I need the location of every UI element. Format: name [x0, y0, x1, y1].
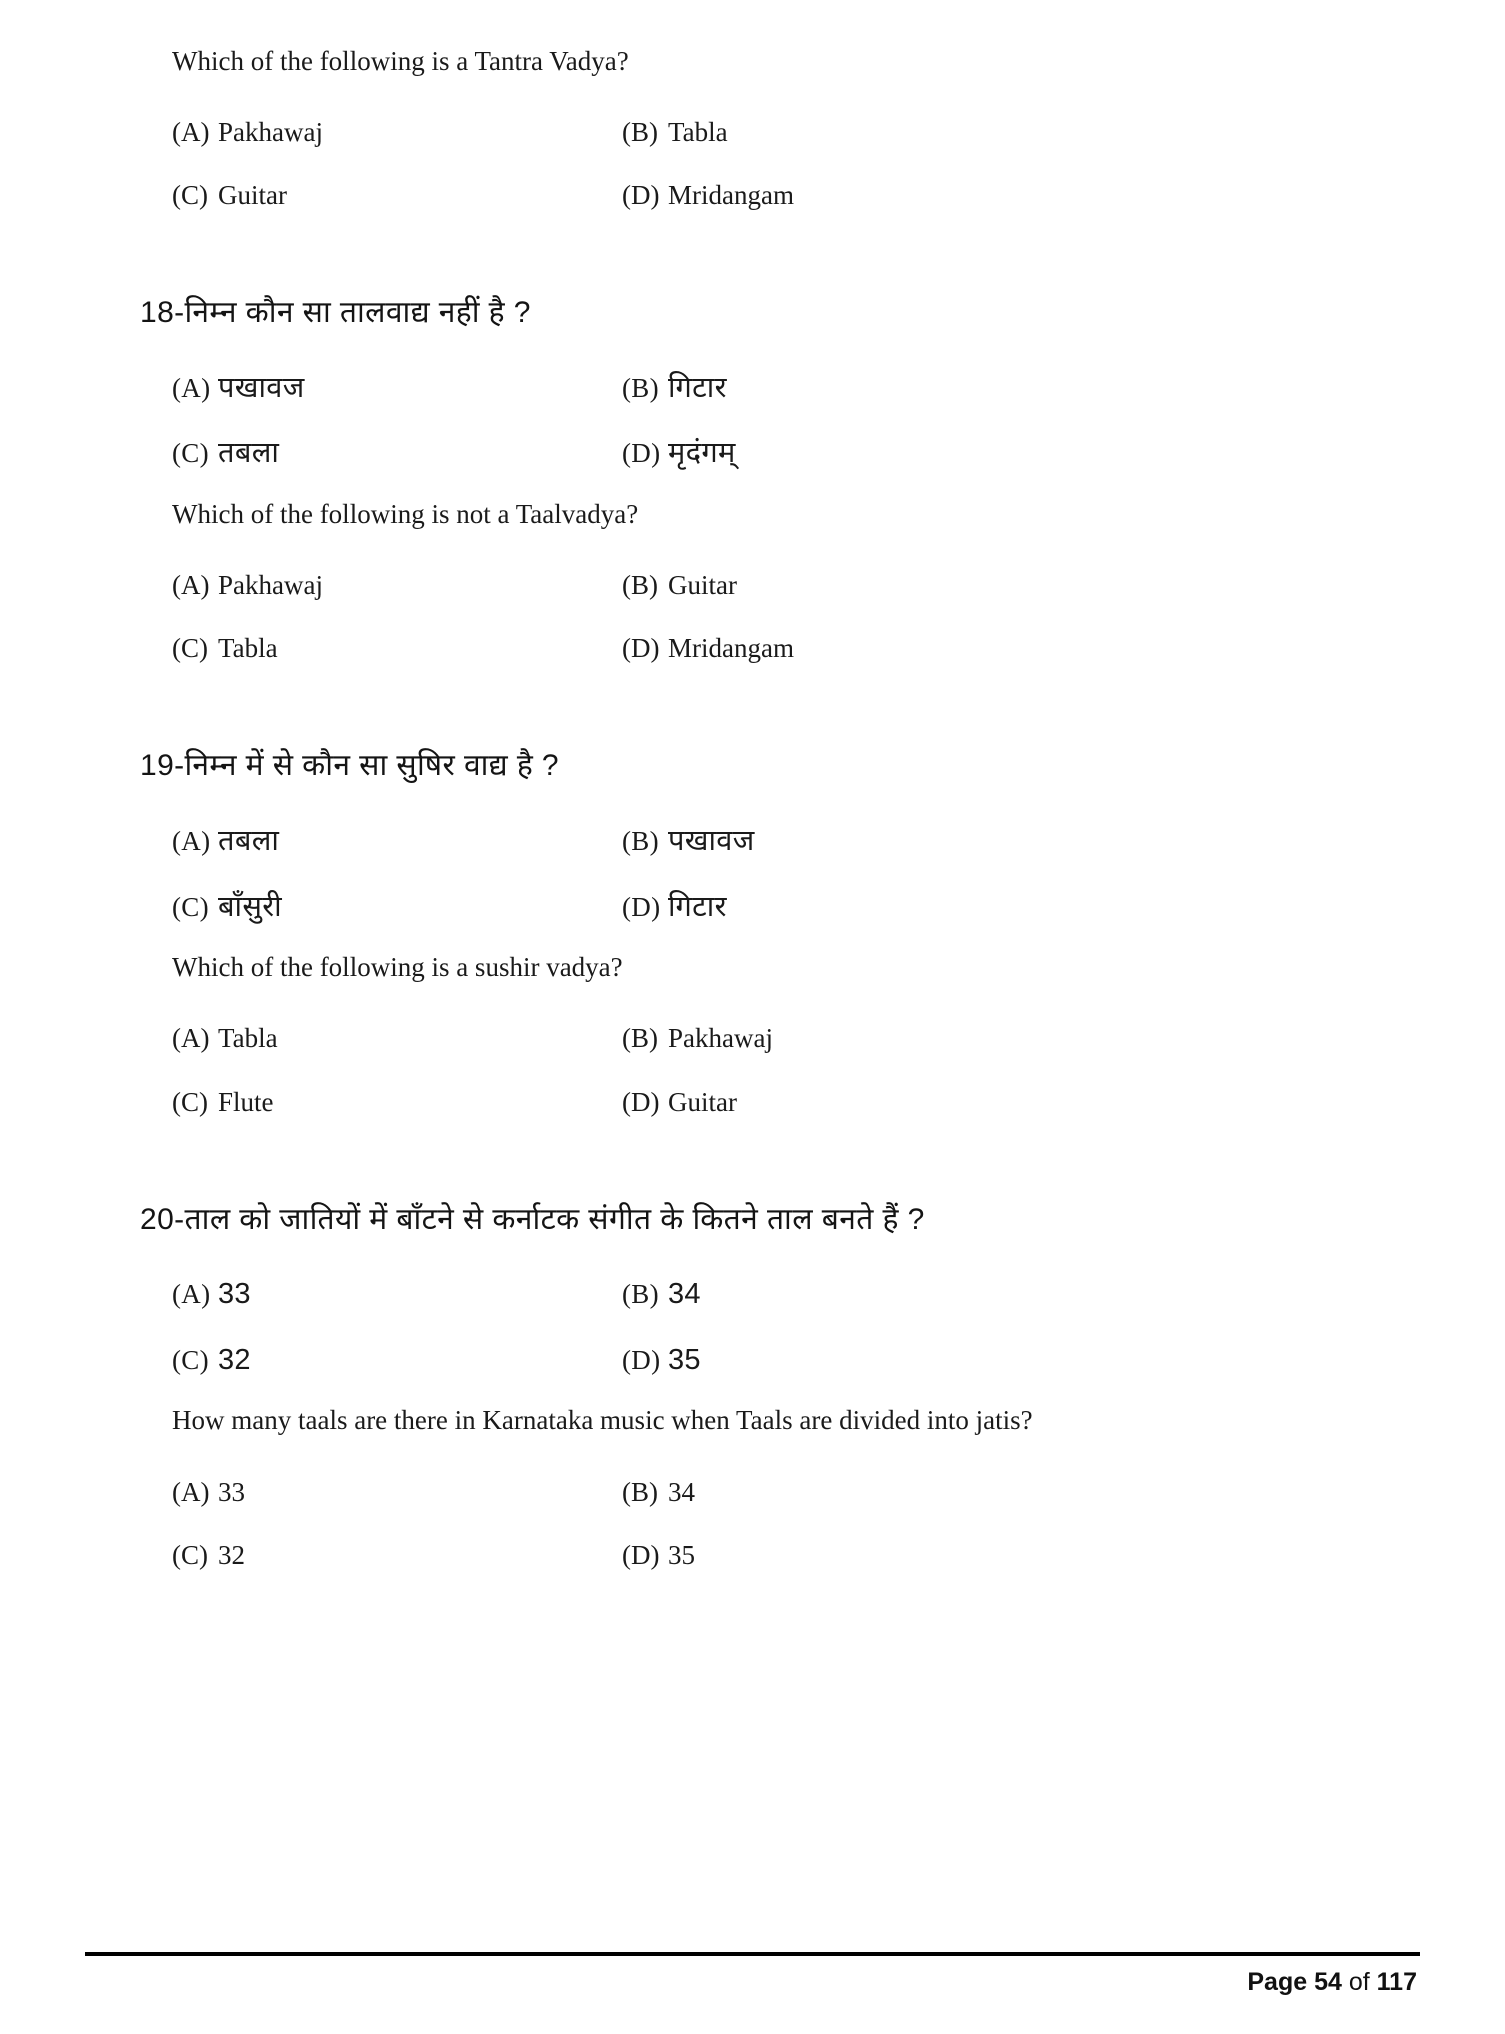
option-a-text: Pakhawaj — [218, 570, 323, 601]
question-19-hindi-text: 19-निम्न में से कौन सा सुषिर वाद्य है ? — [140, 749, 559, 783]
option-d-label: (D) — [622, 438, 661, 469]
question-partial-english-text: Which of the following is a Tantra Vadya? — [172, 46, 629, 76]
question-19-english-text: Which of the following is a sushir vadya? — [172, 952, 623, 983]
question-19-english-option-d[interactable] — [622, 1085, 1365, 1120]
option-a-label: (A) — [172, 1023, 210, 1054]
option-row — [140, 1276, 1365, 1314]
question-20-english-option-a[interactable] — [140, 1475, 622, 1510]
option-b-text: 34 — [668, 1278, 701, 1311]
option-c-text: बाँसुरी — [218, 890, 282, 923]
question-18-hindi-option-a[interactable] — [140, 370, 622, 408]
question-18-english-option-b[interactable] — [622, 568, 1365, 603]
question-19-english-option-c[interactable] — [140, 1085, 622, 1120]
option-b-text: Pakhawaj — [668, 1023, 773, 1054]
question-18-english-option-c[interactable] — [140, 631, 622, 666]
option-b-label: (B) — [622, 372, 659, 403]
question-20-hindi-option-d[interactable] — [622, 1342, 1365, 1380]
option-row — [140, 1538, 1365, 1573]
option-d-text: मृदंगम् — [668, 437, 736, 470]
option-row — [140, 1342, 1365, 1380]
option-d-label: (D) — [622, 633, 660, 664]
option-row — [140, 823, 1365, 861]
option-d-text: Mridangam — [668, 633, 794, 664]
option-a-text: 33 — [218, 1476, 245, 1507]
option-b-label: (B) — [622, 1476, 658, 1507]
question-block-19 — [140, 746, 1365, 1119]
question-block-18 — [140, 293, 1365, 666]
question-18-english-option-d[interactable] — [622, 631, 1365, 666]
question-18-english-text: Which of the following is not a Taalvadya? — [172, 499, 639, 530]
question-20-english-option-c[interactable] — [140, 1538, 622, 1573]
question-block-20 — [140, 1200, 1365, 1573]
question-18-hindi-option-c[interactable] — [140, 435, 622, 473]
option-a-label: (A) — [172, 372, 211, 403]
question-19-hindi-option-c[interactable] — [140, 889, 622, 927]
option-d-text: Mridangam — [668, 180, 794, 211]
option-d-label: (D) — [622, 1086, 660, 1117]
option-c-text: तबला — [218, 437, 280, 470]
option-a-text: 33 — [218, 1278, 251, 1311]
option-b-label: (B) — [622, 1279, 659, 1310]
question-20-english-option-d[interactable] — [622, 1538, 1365, 1573]
option-row — [140, 1475, 1365, 1510]
option-row — [140, 370, 1365, 408]
question-19-hindi-option-d[interactable] — [622, 889, 1365, 927]
option-row — [140, 178, 1365, 213]
option-d-label: (D) — [622, 1344, 661, 1375]
footer-of-label: of — [1348, 1968, 1370, 1996]
option-a-text: पखावज — [218, 371, 305, 404]
option-a-label: (A) — [172, 1279, 211, 1310]
question-18-hindi-option-b[interactable] — [622, 370, 1365, 408]
option-c-text: Tabla — [218, 633, 278, 664]
option-a-label: (A) — [172, 570, 210, 601]
option-c-text: Guitar — [218, 180, 287, 211]
option-b-label: (B) — [622, 570, 658, 601]
question-18-english-option-a[interactable] — [140, 568, 622, 603]
option-c[interactable] — [140, 178, 622, 213]
option-d-text: Guitar — [668, 1086, 737, 1117]
option-d-text: 35 — [668, 1343, 701, 1376]
option-row — [140, 115, 1365, 150]
question-19-hindi-option-a[interactable] — [140, 823, 622, 861]
option-b-label: (B) — [622, 1023, 658, 1054]
option-b[interactable] — [622, 115, 1365, 150]
page-content — [140, 44, 1365, 1573]
option-b-text: पखावज — [668, 824, 755, 857]
option-d-label: (D) — [622, 1539, 660, 1570]
question-20-hindi-option-b[interactable] — [622, 1276, 1365, 1314]
option-row — [140, 631, 1365, 666]
option-a-label: (A) — [172, 825, 211, 856]
question-18-hindi-text: 18-निम्न कौन सा तालवाद्य नहीं है ? — [140, 296, 531, 330]
question-block-partial — [140, 44, 1365, 213]
question-20-english-option-b[interactable] — [622, 1475, 1365, 1510]
option-d-label: (D) — [622, 180, 660, 211]
option-a-label: (A) — [172, 1476, 210, 1507]
option-c-label: (C) — [172, 1539, 208, 1570]
option-c-label: (C) — [172, 438, 209, 469]
option-row — [140, 435, 1365, 473]
question-20-hindi-option-c[interactable] — [140, 1342, 622, 1380]
option-b-text: Guitar — [668, 570, 737, 601]
option-c-label: (C) — [172, 1086, 208, 1117]
option-a-label: (A) — [172, 117, 210, 148]
option-b-text: गिटार — [668, 371, 727, 404]
option-c-text: 32 — [218, 1539, 245, 1570]
footer-divider — [85, 1952, 1420, 1956]
question-19-english-option-b[interactable] — [622, 1021, 1365, 1056]
option-b-text: Tabla — [668, 117, 728, 148]
option-b-text: 34 — [668, 1476, 695, 1507]
option-d-label: (D) — [622, 891, 661, 922]
option-a[interactable] — [140, 115, 622, 150]
option-row — [140, 889, 1365, 927]
option-b-label: (B) — [622, 825, 659, 856]
question-20-hindi-option-a[interactable] — [140, 1276, 622, 1314]
footer-page-number: 54 — [1314, 1968, 1342, 1996]
option-c-label: (C) — [172, 633, 208, 664]
option-c-text: Flute — [218, 1086, 274, 1117]
option-a-text: Tabla — [218, 1023, 278, 1054]
option-row — [140, 1021, 1365, 1056]
option-a-text: तबला — [218, 824, 280, 857]
option-c-label: (C) — [172, 1344, 209, 1375]
option-c-label: (C) — [172, 180, 208, 211]
question-19-hindi-option-b[interactable] — [622, 823, 1365, 861]
question-18-hindi-option-d[interactable] — [622, 435, 1365, 473]
option-b-label: (B) — [622, 117, 658, 148]
option-d[interactable] — [622, 178, 1365, 213]
question-20-hindi-text: 20-ताल को जातियों में बाँटने से कर्नाटक संगीत के कितने ताल बनते हैं ? — [140, 1202, 925, 1236]
footer-page-label: Page — [1247, 1968, 1308, 1996]
option-row — [140, 1085, 1365, 1120]
question-20-english-text: How many taals are there in Karnataka music when Taals are divided into jatis? — [172, 1405, 1033, 1436]
option-d-text: 35 — [668, 1539, 695, 1570]
footer-page-indicator — [1247, 1968, 1417, 1997]
option-a-text: Pakhawaj — [218, 117, 323, 148]
option-d-text: गिटार — [668, 890, 727, 923]
question-19-english-option-a[interactable] — [140, 1021, 622, 1056]
option-c-text: 32 — [218, 1343, 251, 1376]
option-c-label: (C) — [172, 891, 209, 922]
footer-total-pages: 117 — [1376, 1968, 1417, 1996]
option-row — [140, 568, 1365, 603]
